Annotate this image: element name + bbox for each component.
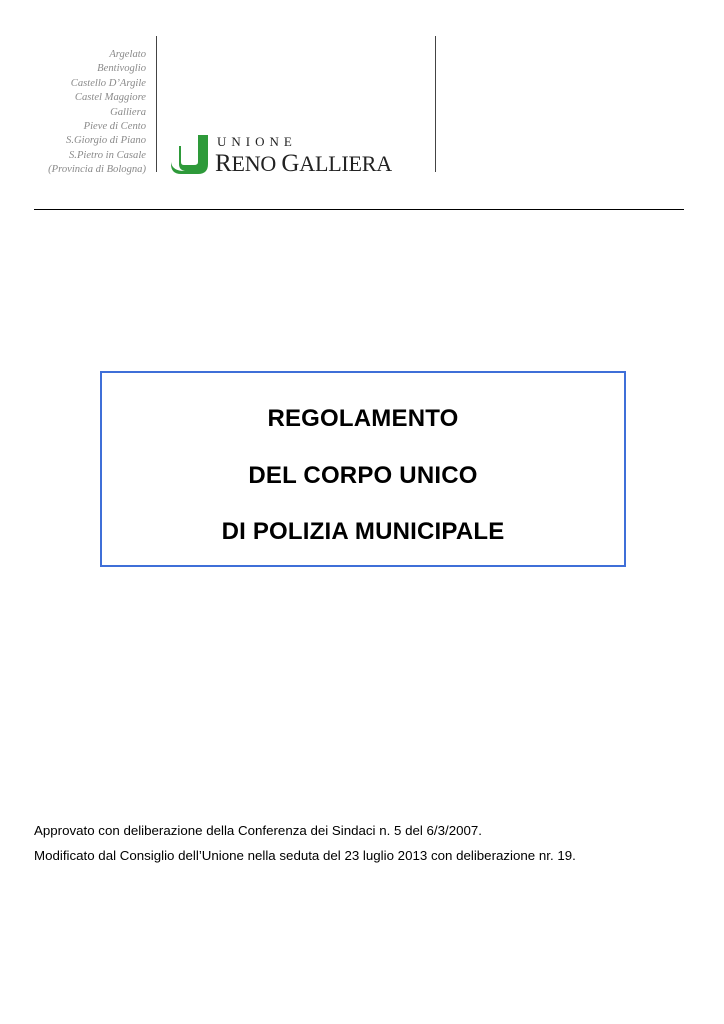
logo-text-unione: UNIONE	[217, 134, 297, 149]
municipality-name: Castel Maggiore	[74, 92, 146, 104]
title-line-3: DI POLIZIA MUNICIPALE	[221, 518, 505, 545]
logo-text-part: ENO	[231, 151, 282, 176]
union-logo	[168, 134, 408, 176]
logo-text-reno-galliera	[215, 150, 392, 178]
municipality-name: Pieve di Cento	[83, 121, 146, 133]
municipality-name: S.Giorgio di Piano	[66, 135, 146, 147]
title-line-2: DEL CORPO UNICO	[248, 462, 478, 489]
municipality-name: Bentivoglio	[97, 63, 146, 75]
approval-note: Approvato con deliberazione della Conferenza dei Sindaci n. 5 del 6/3/2007.	[34, 823, 482, 838]
municipality-name: Argelato	[109, 49, 146, 60]
municipality-name: Castello D’Argile	[70, 77, 146, 89]
title-box	[100, 371, 626, 567]
header-divider-left	[156, 36, 157, 172]
header-divider-right	[435, 36, 436, 172]
logo-letter: G	[281, 150, 300, 177]
logo-letter: R	[215, 150, 232, 177]
logo-text-part: ALLIERA	[299, 151, 392, 176]
union-logo-icon	[168, 134, 208, 174]
province-name: (Provincia di Bologna)	[48, 164, 146, 176]
municipality-name: S.Pietro in Casale	[69, 149, 146, 161]
header-rule	[34, 209, 684, 210]
modification-note: Modificato dal Consiglio dell’Unione nella seduta del 23 luglio 2013 con deliberazione nr. 19.	[34, 848, 576, 863]
municipality-name: Galliera	[110, 106, 146, 118]
title-line-1: REGOLAMENTO	[267, 405, 459, 432]
municipalities-list	[20, 48, 146, 178]
